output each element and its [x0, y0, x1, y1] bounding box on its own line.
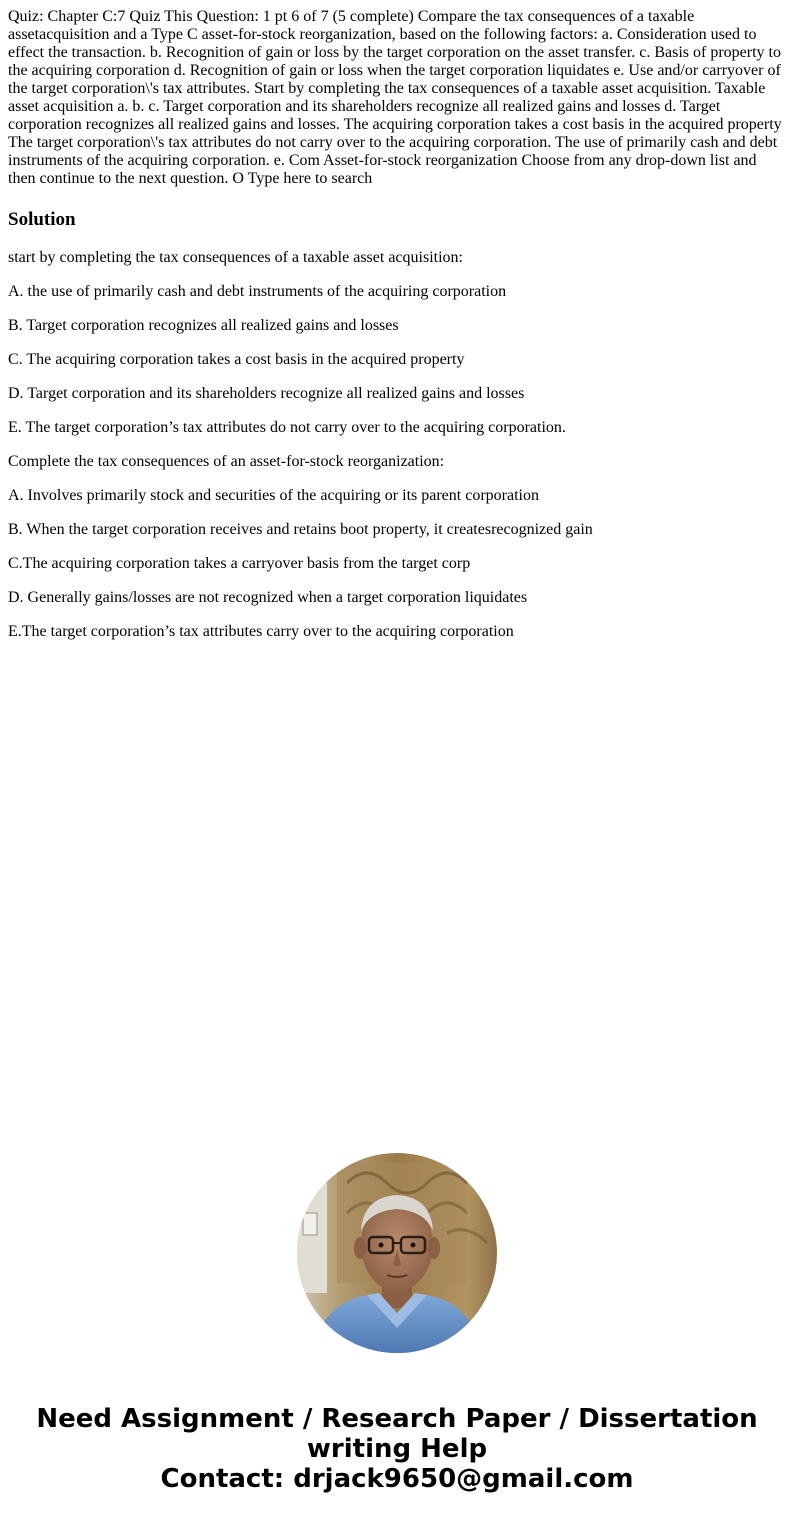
reorg-item-c: C.The acquiring corporation takes a carryover basis from the target corp — [8, 555, 471, 572]
contact-banner-email: Contact: drjack9650@gmail.com — [160, 1464, 634, 1494]
reorg-item-d: D. Generally gains/losses are not recognized when a target corporation liquidates — [8, 589, 528, 606]
page-content — [8, 8, 786, 641]
taxable-item-c: C. The acquiring corporation takes a cost basis in the acquired property — [8, 351, 465, 368]
contact-banner-line1: Need Assignment / Research Paper / Dissertation — [36, 1404, 758, 1434]
author-portrait-image — [297, 1153, 497, 1353]
taxable-item-d: D. Target corporation and its shareholders recognize all realized gains and losses — [8, 385, 525, 402]
solution-intro-taxable: start by completing the tax consequences of a taxable asset acquisition: — [8, 249, 463, 266]
reorg-item-b: B. When the target corporation receives and retains boot property, it createsrecognized gain — [8, 521, 593, 538]
author-avatar — [297, 1153, 497, 1353]
taxable-item-b: B. Target corporation recognizes all realized gains and losses — [8, 317, 399, 334]
solution-intro-reorg: Complete the tax consequences of an asset-for-stock reorganization: — [8, 453, 445, 470]
solution-heading: Solution — [8, 209, 76, 230]
question-text: Quiz: Chapter C:7 Quiz This Question: 1 pt 6 of 7 (5 complete) Compare the tax consequences of a taxable assetacquisition and a Type C asset-for-stock reorganization, based on the following factors: a. Consideration used to effect the transaction. b. Recognition of gain or loss by the target corporation on the asset transfer. c. Basis of property to the acquiring corporation d. Recognition of gain or loss when the target corporation liquidates e. Use and/or carryover of the target corporation\'s tax attributes. Start by completing the tax consequences of a taxable asset acquisition. Taxable asset acquisition a. b. c. Target corporation and its shareholders recognize all realized gains and losses d. Target corporation recognizes all realized gains and losses. The acquiring corporation takes a cost basis in the acquired property The target corporation\'s tax attributes do not carry over to the acquiring corporation. The use of primarily cash and debt instruments of the acquiring corporation. e. Com Asset-for-stock reorganization Choose from any drop-down list and then continue to the next question. O Type here to search — [8, 8, 782, 187]
reorg-item-a: A. Involves primarily stock and securities of the acquiring or its parent corporation — [8, 487, 539, 504]
contact-banner-line2: writing Help — [306, 1434, 488, 1464]
contact-banner — [0, 1404, 794, 1494]
taxable-item-e: E. The target corporation’s tax attributes do not carry over to the acquiring corporation. — [8, 419, 566, 436]
reorg-item-e: E.The target corporation’s tax attributes carry over to the acquiring corporation — [8, 623, 514, 640]
taxable-item-a: A. the use of primarily cash and debt instruments of the acquiring corporation — [8, 283, 507, 300]
